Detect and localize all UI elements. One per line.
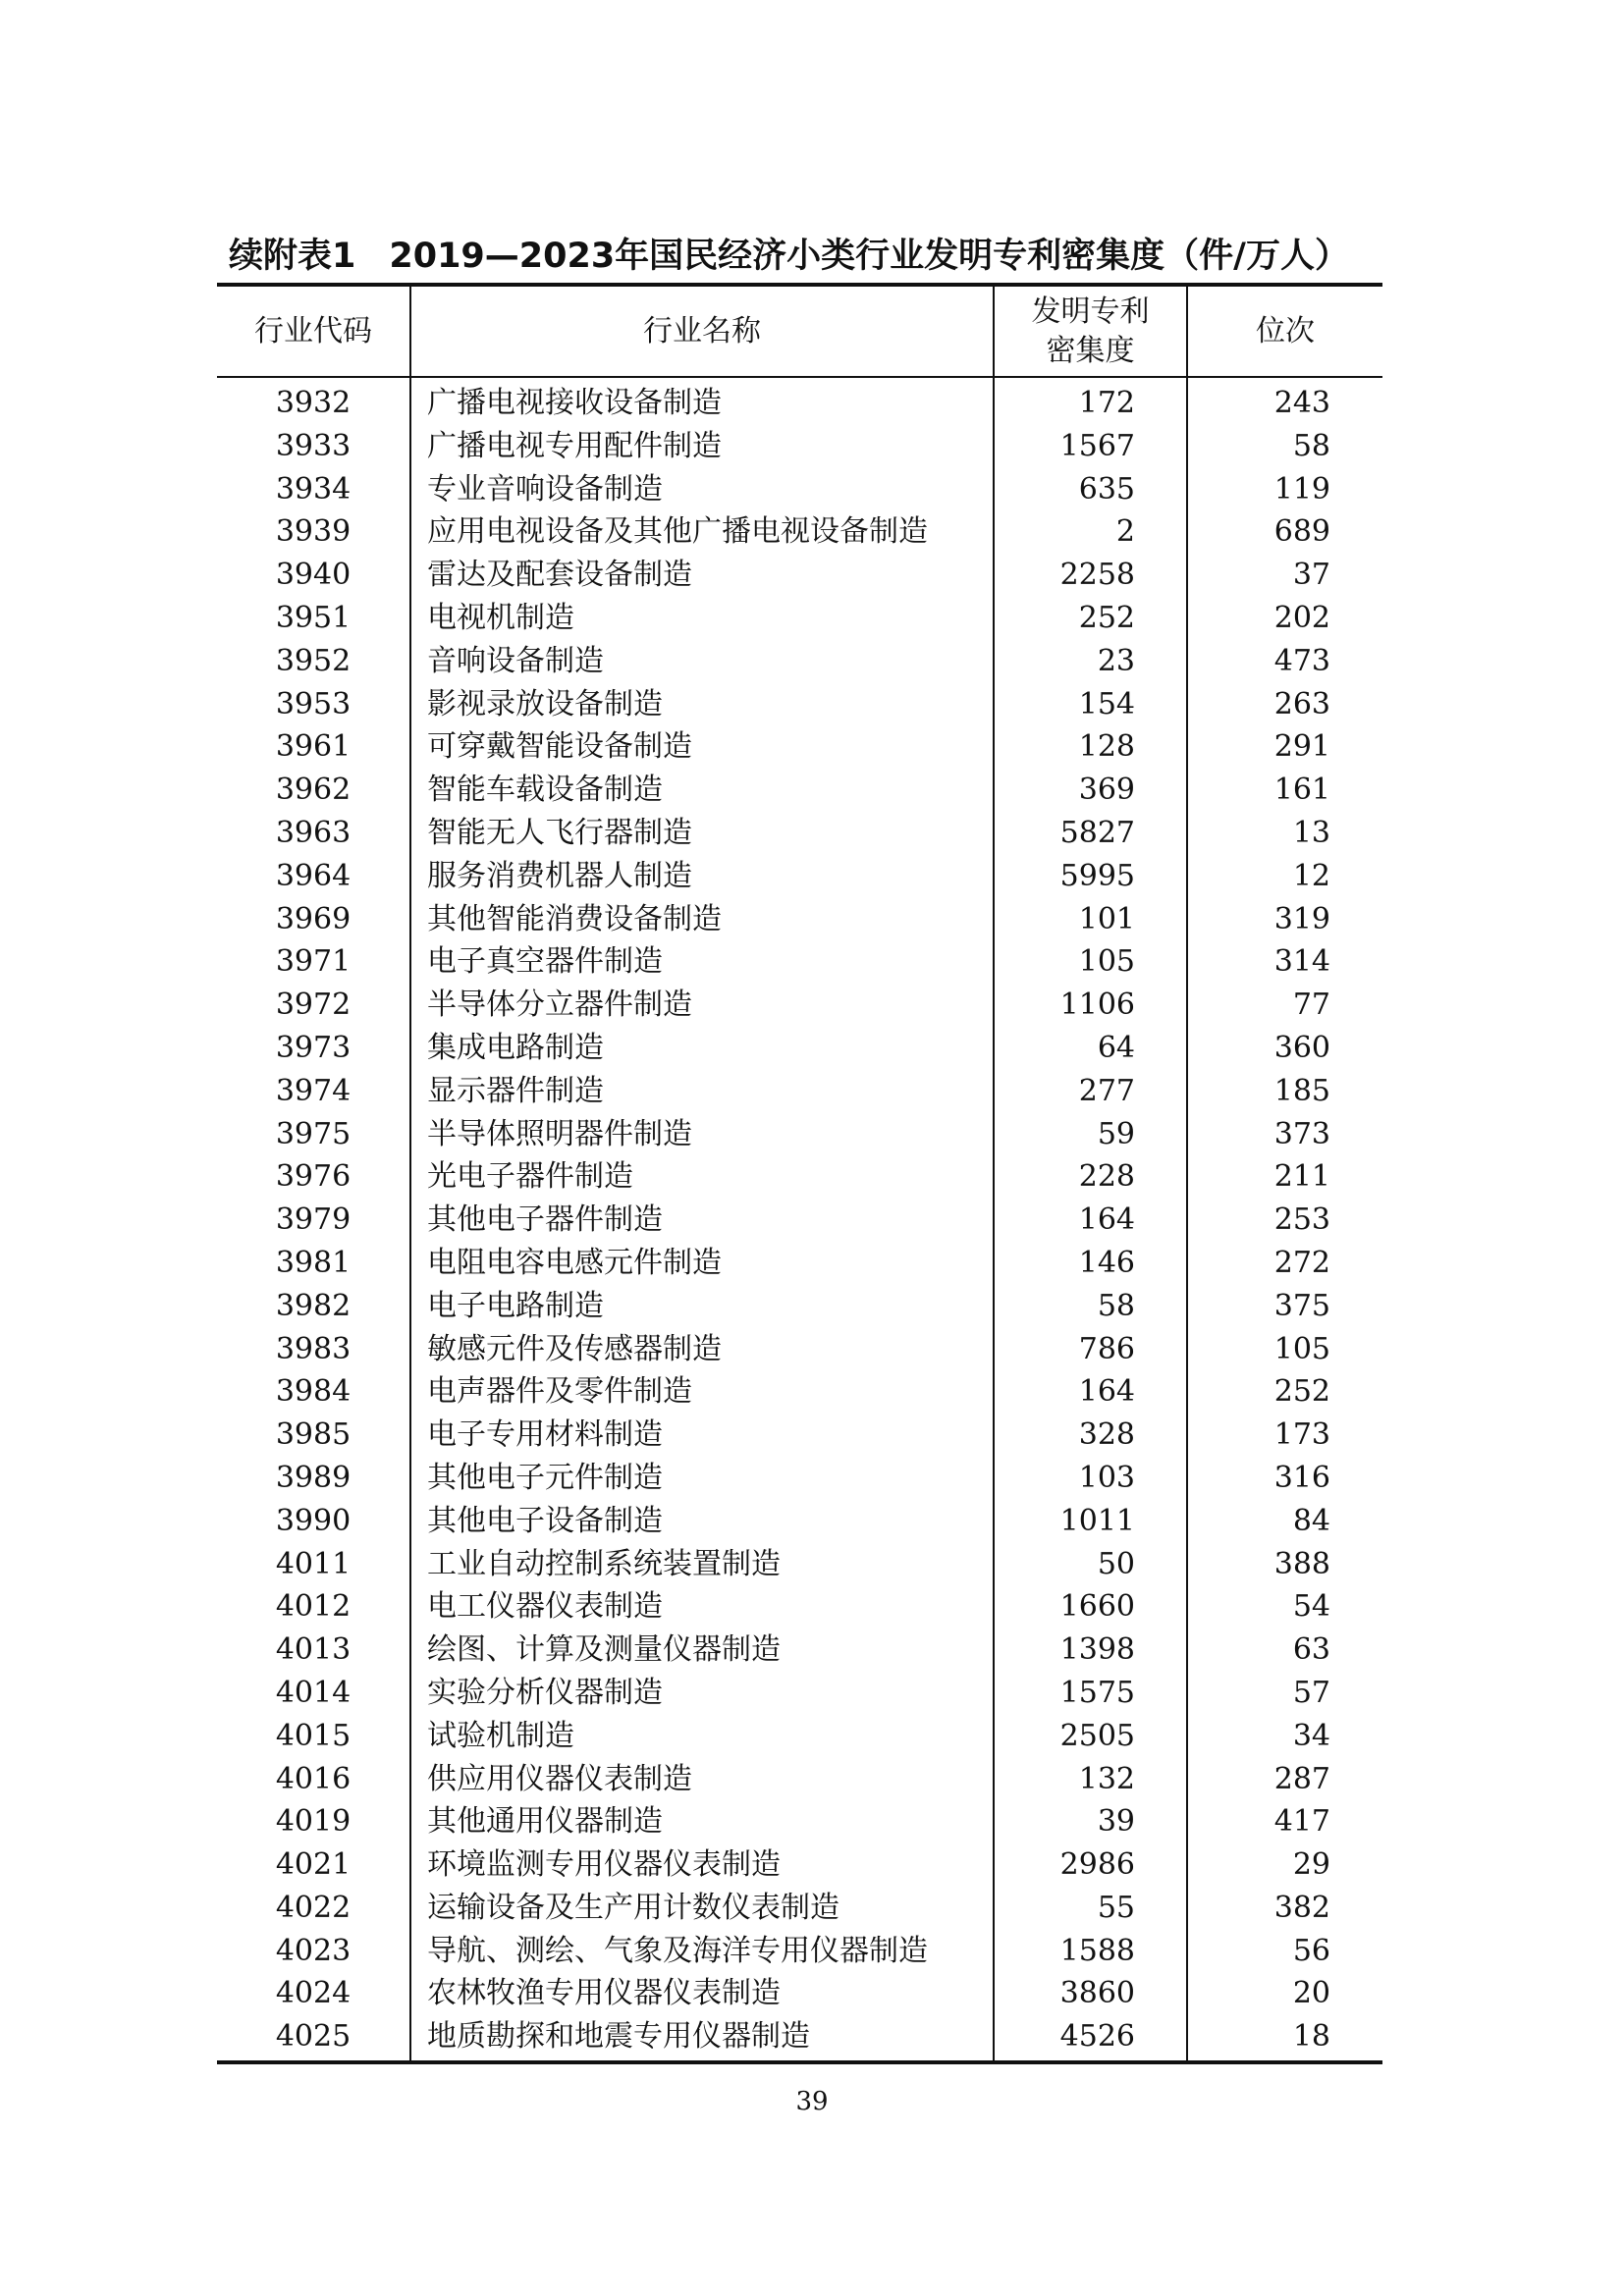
cell-industry-name: 敏感元件及传感器制造 [410, 1328, 994, 1371]
table-row [217, 468, 1382, 511]
table-row [217, 1887, 1382, 1930]
cell-code: 3976 [217, 1155, 410, 1199]
cell-code: 3973 [217, 1027, 410, 1070]
cell-rank: 84 [1292, 1503, 1330, 1538]
cell-industry-name: 集成电路制造 [410, 1027, 994, 1070]
cell-industry-name: 广播电视接收设备制造 [410, 377, 994, 425]
cell-code: 4014 [217, 1672, 410, 1715]
cell-density: 101 [994, 898, 1187, 941]
page-number: 39 [795, 2087, 829, 2116]
table-row [217, 769, 1382, 812]
table-row [217, 1457, 1382, 1500]
cell-rank: 291 [1273, 729, 1330, 765]
cell-code: 3972 [217, 984, 410, 1027]
table-row [217, 2015, 1382, 2062]
cell-code: 3951 [217, 597, 410, 640]
cell-rank: 287 [1273, 1761, 1330, 1796]
cell-code: 4024 [217, 1972, 410, 2015]
cell-density: 132 [994, 1758, 1187, 1801]
cell-density: 1660 [994, 1585, 1187, 1629]
cell-code: 3982 [217, 1285, 410, 1328]
cell-industry-name: 其他电子设备制造 [410, 1500, 994, 1543]
table-row [217, 1672, 1382, 1715]
cell-code: 4015 [217, 1715, 410, 1758]
cell-density: 128 [994, 725, 1187, 769]
cell-rank: 161 [1273, 773, 1330, 808]
cell-density: 154 [994, 683, 1187, 726]
cell-industry-name: 光电子器件制造 [410, 1155, 994, 1199]
table-row [217, 1629, 1382, 1672]
cell-density: 1398 [994, 1629, 1187, 1672]
cell-rank: 373 [1273, 1116, 1330, 1151]
cell-rank: 272 [1273, 1245, 1330, 1280]
cell-code: 3952 [217, 640, 410, 683]
cell-industry-name: 智能无人飞行器制造 [410, 812, 994, 855]
header-row [217, 285, 1382, 377]
cell-code: 3964 [217, 855, 410, 898]
cell-industry-name: 供应用仪器仪表制造 [410, 1758, 994, 1801]
header-code: 行业代码 [217, 285, 410, 377]
cell-industry-name: 电工仪器仪表制造 [410, 1585, 994, 1629]
cell-industry-name: 试验机制造 [410, 1715, 994, 1758]
cell-rank: 13 [1292, 815, 1330, 850]
cell-rank: 29 [1292, 1847, 1330, 1883]
table-row [217, 812, 1382, 855]
cell-density: 105 [994, 940, 1187, 984]
table-row [217, 554, 1382, 597]
cell-rank: 253 [1273, 1202, 1330, 1238]
cell-density: 5995 [994, 855, 1187, 898]
cell-code: 3963 [217, 812, 410, 855]
header-name: 行业名称 [410, 285, 994, 377]
table-row [217, 1242, 1382, 1285]
cell-density: 2 [994, 510, 1187, 554]
cell-rank: 375 [1273, 1288, 1330, 1323]
patent-density-table [217, 283, 1382, 2064]
cell-industry-name: 电子真空器件制造 [410, 940, 994, 984]
cell-rank: 57 [1292, 1675, 1330, 1710]
table-body [217, 377, 1382, 2062]
cell-density: 1567 [994, 425, 1187, 468]
cell-industry-name: 智能车载设备制造 [410, 769, 994, 812]
cell-rank: 18 [1292, 2019, 1330, 2055]
cell-rank: 314 [1273, 944, 1330, 980]
cell-code: 3975 [217, 1113, 410, 1156]
table-row [217, 1930, 1382, 1973]
cell-density: 635 [994, 468, 1187, 511]
table-row [217, 1027, 1382, 1070]
cell-density: 3860 [994, 1972, 1187, 2015]
cell-code: 4012 [217, 1585, 410, 1629]
cell-density: 2986 [994, 1843, 1187, 1887]
cell-density: 103 [994, 1457, 1187, 1500]
cell-industry-name: 音响设备制造 [410, 640, 994, 683]
cell-density: 277 [994, 1070, 1187, 1113]
table-row [217, 1585, 1382, 1629]
table-row [217, 725, 1382, 769]
cell-rank: 105 [1273, 1331, 1330, 1366]
table-label: 续附表1 [229, 237, 356, 276]
cell-density: 50 [994, 1543, 1187, 1586]
cell-density: 786 [994, 1328, 1187, 1371]
cell-code: 3939 [217, 510, 410, 554]
cell-industry-name: 工业自动控制系统装置制造 [410, 1543, 994, 1586]
header-density [994, 285, 1187, 377]
cell-density: 23 [994, 640, 1187, 683]
cell-industry-name: 电阻电容电感元件制造 [410, 1242, 994, 1285]
table-row [217, 1328, 1382, 1371]
cell-industry-name: 显示器件制造 [410, 1070, 994, 1113]
cell-code: 4011 [217, 1543, 410, 1586]
cell-rank: 316 [1273, 1460, 1330, 1495]
cell-rank: 58 [1292, 428, 1330, 463]
cell-code: 3984 [217, 1370, 410, 1414]
cell-density: 2258 [994, 554, 1187, 597]
table-title [229, 232, 1407, 281]
cell-industry-name: 运输设备及生产用计数仪表制造 [410, 1887, 994, 1930]
cell-code: 3989 [217, 1457, 410, 1500]
cell-density: 1011 [994, 1500, 1187, 1543]
cell-code: 3961 [217, 725, 410, 769]
table-row [217, 1800, 1382, 1843]
cell-rank: 63 [1292, 1632, 1330, 1668]
table-row [217, 940, 1382, 984]
cell-code: 3979 [217, 1199, 410, 1242]
cell-industry-name: 广播电视专用配件制造 [410, 425, 994, 468]
cell-density: 59 [994, 1113, 1187, 1156]
header-density-line2: 密集度 [1046, 333, 1135, 368]
cell-density: 172 [994, 377, 1187, 425]
cell-density: 164 [994, 1370, 1187, 1414]
cell-rank: 20 [1292, 1976, 1330, 2011]
cell-density: 1588 [994, 1930, 1187, 1973]
cell-code: 4022 [217, 1887, 410, 1930]
table-row [217, 1370, 1382, 1414]
table-row [217, 1199, 1382, 1242]
cell-rank: 388 [1273, 1546, 1330, 1581]
cell-code: 3934 [217, 468, 410, 511]
table-row [217, 1543, 1382, 1586]
cell-density: 369 [994, 769, 1187, 812]
table-row [217, 425, 1382, 468]
cell-industry-name: 绘图、计算及测量仪器制造 [410, 1629, 994, 1672]
cell-code: 4025 [217, 2015, 410, 2062]
cell-industry-name: 实验分析仪器制造 [410, 1672, 994, 1715]
cell-density: 228 [994, 1155, 1187, 1199]
cell-rank: 12 [1292, 858, 1330, 893]
table-row [217, 898, 1382, 941]
cell-rank: 56 [1292, 1933, 1330, 1968]
table-row [217, 683, 1382, 726]
cell-industry-name: 其他通用仪器制造 [410, 1800, 994, 1843]
cell-density: 164 [994, 1199, 1187, 1242]
cell-industry-name: 其他智能消费设备制造 [410, 898, 994, 941]
cell-rank: 263 [1273, 686, 1330, 721]
cell-density: 2505 [994, 1715, 1187, 1758]
cell-industry-name: 其他电子元件制造 [410, 1457, 994, 1500]
cell-code: 4023 [217, 1930, 410, 1973]
cell-density: 39 [994, 1800, 1187, 1843]
cell-rank: 417 [1273, 1804, 1330, 1840]
table-row [217, 1500, 1382, 1543]
cell-rank: 382 [1273, 1890, 1330, 1925]
cell-rank: 252 [1273, 1374, 1330, 1410]
cell-rank: 689 [1273, 514, 1330, 550]
cell-industry-name: 电子电路制造 [410, 1285, 994, 1328]
cell-rank: 37 [1292, 558, 1330, 593]
table-row [217, 1414, 1382, 1457]
cell-density: 64 [994, 1027, 1187, 1070]
cell-code: 3932 [217, 377, 410, 425]
cell-density: 1106 [994, 984, 1187, 1027]
cell-code: 3969 [217, 898, 410, 941]
table-row [217, 984, 1382, 1027]
cell-code: 4019 [217, 1800, 410, 1843]
table-row [217, 597, 1382, 640]
cell-density: 252 [994, 597, 1187, 640]
table-row [217, 1715, 1382, 1758]
cell-code: 3933 [217, 425, 410, 468]
cell-density: 58 [994, 1285, 1187, 1328]
cell-rank: 77 [1292, 988, 1330, 1023]
cell-industry-name: 电声器件及零件制造 [410, 1370, 994, 1414]
cell-code: 3985 [217, 1414, 410, 1457]
cell-industry-name: 服务消费机器人制造 [410, 855, 994, 898]
table-row [217, 640, 1382, 683]
cell-density: 55 [994, 1887, 1187, 1930]
cell-industry-name: 地质勘探和地震专用仪器制造 [410, 2015, 994, 2062]
cell-industry-name: 电子专用材料制造 [410, 1414, 994, 1457]
table-row [217, 855, 1382, 898]
cell-code: 3940 [217, 554, 410, 597]
table-row [217, 1972, 1382, 2015]
table-row [217, 1285, 1382, 1328]
cell-rank: 211 [1273, 1159, 1330, 1195]
cell-code: 4021 [217, 1843, 410, 1887]
cell-code: 3953 [217, 683, 410, 726]
cell-density: 328 [994, 1414, 1187, 1457]
cell-industry-name: 导航、测绘、气象及海洋专用仪器制造 [410, 1930, 994, 1973]
cell-industry-name: 农林牧渔专用仪器仪表制造 [410, 1972, 994, 2015]
cell-industry-name: 影视录放设备制造 [410, 683, 994, 726]
cell-industry-name: 其他电子器件制造 [410, 1199, 994, 1242]
cell-rank: 360 [1273, 1030, 1330, 1065]
cell-industry-name: 雷达及配套设备制造 [410, 554, 994, 597]
header-rank: 位次 [1187, 285, 1382, 377]
cell-rank: 34 [1292, 1718, 1330, 1753]
cell-code: 3971 [217, 940, 410, 984]
cell-rank: 473 [1273, 643, 1330, 678]
cell-code: 4013 [217, 1629, 410, 1672]
cell-code: 3962 [217, 769, 410, 812]
table-row [217, 1758, 1382, 1801]
table-row [217, 1113, 1382, 1156]
cell-rank: 173 [1273, 1417, 1330, 1453]
cell-rank: 243 [1273, 386, 1330, 420]
cell-density: 5827 [994, 812, 1187, 855]
cell-code: 3974 [217, 1070, 410, 1113]
cell-rank: 119 [1273, 471, 1330, 507]
cell-industry-name: 应用电视设备及其他广播电视设备制造 [410, 510, 994, 554]
cell-rank: 319 [1273, 901, 1330, 936]
cell-density: 1575 [994, 1672, 1187, 1715]
cell-industry-name: 专业音响设备制造 [410, 468, 994, 511]
table-row [217, 377, 1382, 425]
cell-industry-name: 电视机制造 [410, 597, 994, 640]
header-density-line1: 发明专利 [1031, 294, 1150, 329]
cell-industry-name: 环境监测专用仪器仪表制造 [410, 1843, 994, 1887]
table-row [217, 1155, 1382, 1199]
cell-density: 146 [994, 1242, 1187, 1285]
table-row [217, 1843, 1382, 1887]
cell-density: 4526 [994, 2015, 1187, 2062]
table-caption: 2019—2023年国民经济小类行业发明专利密集度（件/万人） [389, 237, 1349, 276]
cell-code: 3983 [217, 1328, 410, 1371]
table-row [217, 1070, 1382, 1113]
cell-rank: 185 [1273, 1073, 1330, 1108]
cell-code: 4016 [217, 1758, 410, 1801]
table-row [217, 510, 1382, 554]
cell-industry-name: 半导体照明器件制造 [410, 1113, 994, 1156]
cell-code: 3990 [217, 1500, 410, 1543]
cell-rank: 54 [1292, 1589, 1330, 1625]
cell-industry-name: 可穿戴智能设备制造 [410, 725, 994, 769]
cell-industry-name: 半导体分立器件制造 [410, 984, 994, 1027]
cell-code: 3981 [217, 1242, 410, 1285]
cell-rank: 202 [1273, 600, 1330, 635]
